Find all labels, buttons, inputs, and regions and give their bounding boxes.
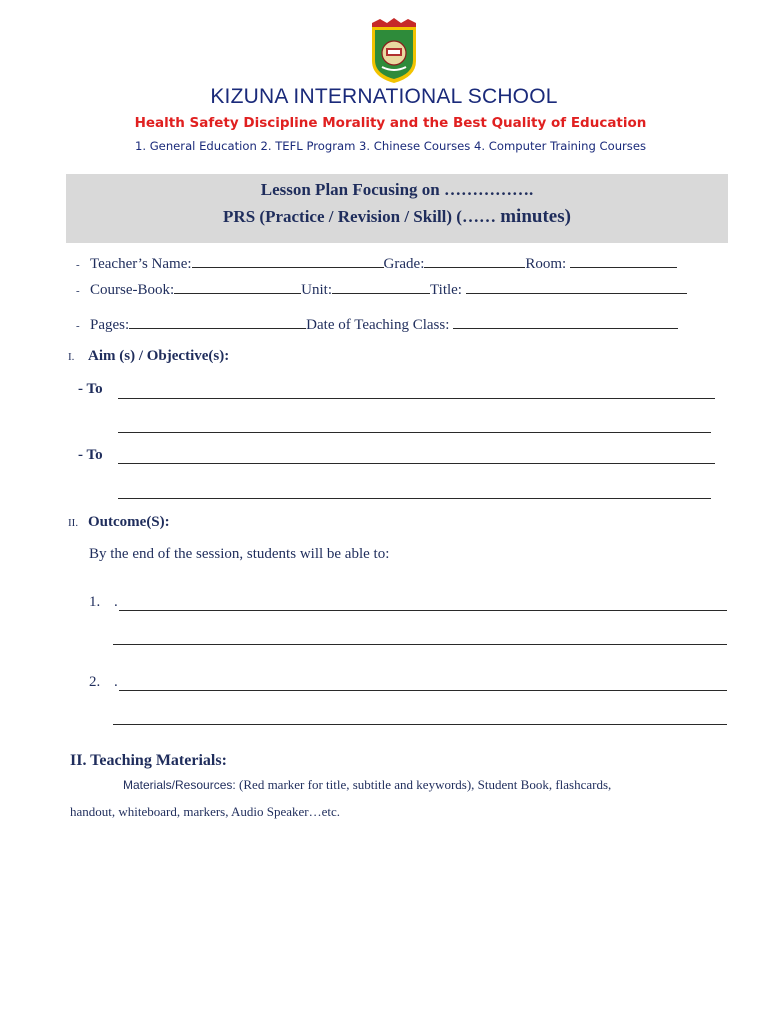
objective-word: Objective (146, 348, 209, 364)
aim-word: Aim (88, 348, 116, 364)
materials-list-part1: (Red marker for title, subtitle and keywords), Student Book, flashcards, (239, 777, 612, 792)
school-programs: 1. General Education 2. TEFL Program 3. Chinese Courses 4. Computer Training Courses (134, 139, 647, 153)
subtitle-main: PRS (Practice / Revision / Skill) (…… (223, 207, 496, 226)
outcome-line-2a[interactable] (119, 690, 727, 691)
section-number: II. (68, 517, 79, 529)
aim-to-label-2: - To (78, 447, 103, 463)
course-book-field[interactable] (174, 279, 301, 294)
pages-field[interactable] (129, 314, 306, 329)
room-label: Room: (525, 256, 567, 272)
bullet-dash: - (76, 285, 80, 297)
outcome-item-1-number: 1. (89, 594, 101, 610)
section-outcome-heading (68, 514, 170, 531)
school-name: KIZUNA INTERNATIONAL SCHOOL (210, 85, 558, 108)
lesson-plan-subtitle (66, 206, 728, 228)
objective-plural: (s): (208, 348, 230, 364)
date-label: Date of Teaching Class: (306, 317, 450, 333)
grade-label: Grade: (383, 256, 425, 272)
school-logo (370, 17, 418, 85)
materials-heading: II. Teaching Materials: (70, 752, 227, 769)
title-field[interactable] (466, 279, 687, 294)
aim-line-2b[interactable] (118, 498, 711, 499)
outcome-item-1-dot: . (114, 594, 118, 610)
materials-line-1 (123, 777, 611, 793)
bullet-dash: - (76, 320, 80, 332)
lesson-plan-title: Lesson Plan Focusing on ……………. (260, 180, 534, 199)
school-crest-icon (370, 17, 418, 85)
section-number: I. (68, 351, 75, 363)
outcome-intro: By the end of the session, students will be able to: (89, 546, 390, 562)
aim-line-2a[interactable] (118, 463, 715, 464)
course-book-label: Course-Book: (90, 282, 175, 298)
unit-field[interactable] (332, 279, 430, 294)
field-row-teacher (76, 253, 677, 273)
materials-line-2: handout, whiteboard, markers, Audio Speaker…etc. (70, 804, 341, 819)
bullet-dash: - (76, 259, 80, 271)
aim-line-1a[interactable] (118, 398, 715, 399)
teacher-name-field[interactable] (192, 253, 384, 268)
aim-plural: (s) / (115, 348, 147, 364)
field-row-coursebook (76, 279, 687, 299)
aim-to-label-1: - To (78, 381, 103, 397)
field-row-pages (76, 314, 678, 334)
outcome-line-1b[interactable] (113, 644, 727, 645)
outcome-item-2-dot: . (114, 674, 118, 690)
grade-field[interactable] (424, 253, 525, 268)
outcome-line-1a[interactable] (119, 610, 727, 611)
title-label: Title: (430, 282, 462, 298)
date-field[interactable] (453, 314, 678, 329)
teacher-name-label: Teacher’s Name: (90, 256, 192, 272)
unit-label: Unit: (301, 282, 333, 298)
outcome-title: Outcome(S): (88, 514, 170, 530)
lesson-plan-header (66, 174, 728, 243)
section-aims-heading (68, 348, 229, 365)
aim-line-1b[interactable] (118, 432, 711, 433)
school-motto: Health Safety Discipline Morality and the Best Quality of Education (134, 115, 647, 131)
outcome-line-2b[interactable] (113, 724, 727, 725)
room-field[interactable] (570, 253, 677, 268)
materials-label: Materials/Resources: (123, 778, 240, 792)
pages-label: Pages: (90, 317, 130, 333)
subtitle-minutes: minutes) (500, 206, 571, 227)
outcome-item-2-number: 2. (89, 674, 101, 690)
